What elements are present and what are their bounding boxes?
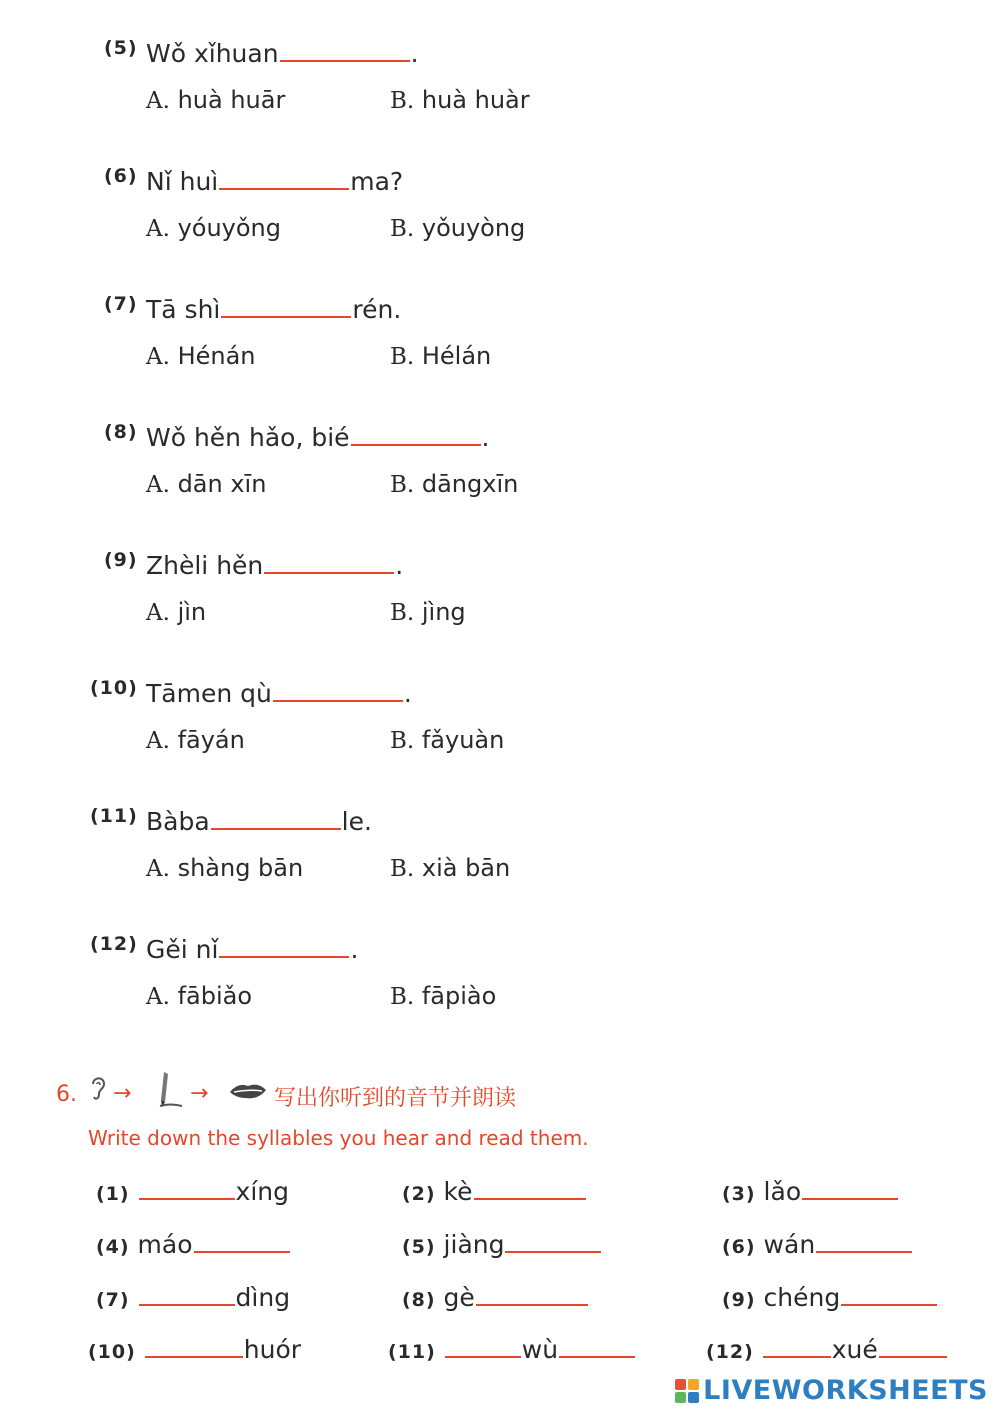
question-stem	[146, 162, 403, 196]
answer-blank[interactable]	[221, 290, 351, 318]
item-text: máo	[137, 1230, 193, 1259]
option-b-label: B.	[390, 472, 415, 498]
answer-blank[interactable]	[841, 1278, 937, 1306]
question-stem	[146, 290, 401, 324]
item-text: jiàng	[443, 1230, 505, 1259]
logo-square	[675, 1379, 686, 1390]
item-number: (5)	[402, 1236, 436, 1258]
option-a-text: jìn	[177, 598, 207, 626]
option-b-label: B.	[390, 88, 415, 114]
option-b-text: fāpiào	[421, 982, 497, 1010]
section-title-en: Write down the syllables you hear and read them.	[88, 1126, 589, 1150]
option-b[interactable]	[390, 726, 504, 754]
answer-blank[interactable]	[219, 162, 349, 190]
item-text: xíng	[235, 1177, 290, 1206]
question-number: (12)	[90, 933, 138, 955]
option-a-label: A.	[146, 600, 170, 626]
syllable-item-9	[722, 1278, 938, 1312]
stem-before: Wǒ xǐhuan	[146, 39, 279, 68]
answer-blank[interactable]	[264, 546, 394, 574]
option-b-label: B.	[390, 600, 415, 626]
answer-blank[interactable]	[763, 1330, 831, 1358]
option-a[interactable]	[146, 598, 206, 626]
syllable-item-4	[96, 1225, 291, 1259]
stem-before: Tā shì	[146, 295, 221, 324]
option-b-text: fǎyuàn	[421, 726, 505, 754]
syllable-item-7	[96, 1278, 290, 1312]
option-b[interactable]	[390, 598, 466, 626]
option-a-text: huà huār	[177, 86, 286, 114]
option-a-label: A.	[146, 856, 170, 882]
item-number: (4)	[96, 1236, 130, 1258]
answer-blank[interactable]	[219, 930, 349, 958]
stem-after: rén.	[352, 295, 402, 324]
stem-before: Tāmen qù	[146, 679, 272, 708]
question-number: (7)	[104, 293, 138, 315]
answer-blank[interactable]	[145, 1330, 243, 1358]
option-a-label: A.	[146, 472, 170, 498]
option-b[interactable]	[390, 470, 518, 498]
question-number: (11)	[90, 805, 138, 827]
arrow-icon: →	[190, 1081, 209, 1106]
stem-after: .	[410, 39, 419, 68]
item-text: gè	[443, 1283, 475, 1312]
syllable-item-10	[88, 1330, 301, 1364]
option-b[interactable]	[390, 982, 496, 1010]
option-b-text: Hélán	[421, 342, 492, 370]
question-number: (5)	[104, 37, 138, 59]
option-b-label: B.	[390, 984, 415, 1010]
item-number: (8)	[402, 1289, 436, 1311]
syllable-item-6	[722, 1225, 913, 1259]
option-a[interactable]	[146, 86, 285, 114]
logo-square	[688, 1392, 699, 1403]
option-b[interactable]	[390, 854, 510, 882]
question-number: (8)	[104, 421, 138, 443]
option-a-label: A.	[146, 728, 170, 754]
answer-blank[interactable]	[139, 1172, 235, 1200]
stem-after: .	[395, 551, 404, 580]
option-b-label: B.	[390, 856, 415, 882]
option-a-text: fābiǎo	[177, 982, 253, 1010]
item-number: (9)	[722, 1289, 756, 1311]
answer-blank[interactable]	[802, 1172, 898, 1200]
question-stem	[146, 802, 372, 836]
option-a-label: A.	[146, 216, 170, 242]
item-number: (12)	[706, 1341, 754, 1363]
question-stem	[146, 546, 403, 580]
liveworksheets-logo[interactable]	[675, 1375, 988, 1406]
option-b-text: xià bān	[421, 854, 511, 882]
syllable-item-3	[722, 1172, 899, 1206]
question-stem	[146, 930, 358, 964]
option-b-label: B.	[390, 728, 415, 754]
item-number: (11)	[388, 1341, 436, 1363]
option-a-text: dān xīn	[177, 470, 267, 498]
item-text: chéng	[763, 1283, 841, 1312]
answer-blank[interactable]	[505, 1225, 601, 1253]
answer-blank[interactable]	[559, 1330, 635, 1358]
item-number: (2)	[402, 1183, 436, 1205]
section-number: 6.	[56, 1082, 77, 1107]
option-b-label: B.	[390, 216, 415, 242]
section-title-zh: 写出你听到的音节并朗读	[274, 1086, 517, 1111]
item-number: (1)	[96, 1183, 130, 1205]
option-a[interactable]	[146, 982, 252, 1010]
answer-blank[interactable]	[816, 1225, 912, 1253]
option-a-label: A.	[146, 88, 170, 114]
item-text: kè	[443, 1177, 473, 1206]
item-text: huór	[243, 1335, 302, 1364]
question-stem	[146, 674, 412, 708]
option-a-text: yóuyǒng	[177, 214, 281, 242]
item-text: dìng	[235, 1283, 291, 1312]
question-number: (9)	[104, 549, 138, 571]
stem-before: Wǒ hěn hǎo, bié	[146, 423, 350, 452]
answer-blank[interactable]	[476, 1278, 588, 1306]
option-a[interactable]	[146, 214, 281, 242]
ear-icon	[88, 1074, 108, 1108]
logo-text: LIVEWORKSHEETS	[703, 1375, 988, 1406]
stem-after: .	[403, 679, 412, 708]
option-a[interactable]	[146, 726, 245, 754]
answer-blank[interactable]	[879, 1330, 947, 1358]
item-text: wù	[521, 1335, 559, 1364]
question-number: (6)	[104, 165, 138, 187]
arrow-icon: →	[113, 1081, 132, 1106]
logo-square	[688, 1379, 699, 1390]
stem-before: Gěi nǐ	[146, 935, 219, 964]
option-b-text: huà huàr	[421, 86, 530, 114]
answer-blank[interactable]	[445, 1330, 521, 1358]
item-text: xué	[831, 1335, 878, 1364]
stem-before: Bàba	[146, 807, 210, 836]
syllable-item-1	[96, 1172, 289, 1206]
stem-after: le.	[341, 807, 372, 836]
option-b[interactable]	[390, 342, 491, 370]
option-b[interactable]	[390, 86, 530, 114]
option-b-text: yǒuyòng	[421, 214, 526, 242]
mouth-speak-icon	[228, 1080, 268, 1106]
option-a-text: Hénán	[177, 342, 256, 370]
answer-blank[interactable]	[280, 34, 410, 62]
item-number: (10)	[88, 1341, 136, 1363]
stem-before: Nǐ huì	[146, 167, 219, 196]
answer-blank[interactable]	[351, 418, 481, 446]
option-a[interactable]	[146, 470, 266, 498]
answer-blank[interactable]	[273, 674, 403, 702]
stem-after: ma?	[350, 167, 404, 196]
option-b-text: jìng	[421, 598, 466, 626]
pencil-write-icon	[156, 1070, 186, 1114]
syllable-item-8	[402, 1278, 589, 1312]
logo-square	[675, 1392, 686, 1403]
option-a-label: A.	[146, 344, 170, 370]
option-b[interactable]	[390, 214, 525, 242]
item-number: (7)	[96, 1289, 130, 1311]
answer-blank[interactable]	[474, 1172, 586, 1200]
answer-blank[interactable]	[139, 1278, 235, 1306]
answer-blank[interactable]	[194, 1225, 290, 1253]
option-b-text: dāngxīn	[421, 470, 519, 498]
option-a[interactable]	[146, 342, 256, 370]
logo-mark-icon	[675, 1379, 699, 1403]
syllable-item-2	[402, 1172, 587, 1206]
stem-before: Zhèli hěn	[146, 551, 264, 580]
item-text: lǎo	[763, 1177, 802, 1206]
question-stem	[146, 34, 419, 68]
option-a-text: shàng bān	[177, 854, 304, 882]
item-number: (3)	[722, 1183, 756, 1205]
stem-after: .	[481, 423, 490, 452]
question-stem	[146, 418, 489, 452]
option-a[interactable]	[146, 854, 303, 882]
question-number: (10)	[90, 677, 138, 699]
option-a-label: A.	[146, 984, 170, 1010]
syllable-item-5	[402, 1225, 602, 1259]
stem-after: .	[350, 935, 359, 964]
item-text: wán	[763, 1230, 816, 1259]
answer-blank[interactable]	[211, 802, 341, 830]
option-b-label: B.	[390, 344, 415, 370]
syllable-item-12	[706, 1330, 948, 1364]
item-number: (6)	[722, 1236, 756, 1258]
option-a-text: fāyán	[177, 726, 245, 754]
syllable-item-11	[388, 1330, 636, 1364]
